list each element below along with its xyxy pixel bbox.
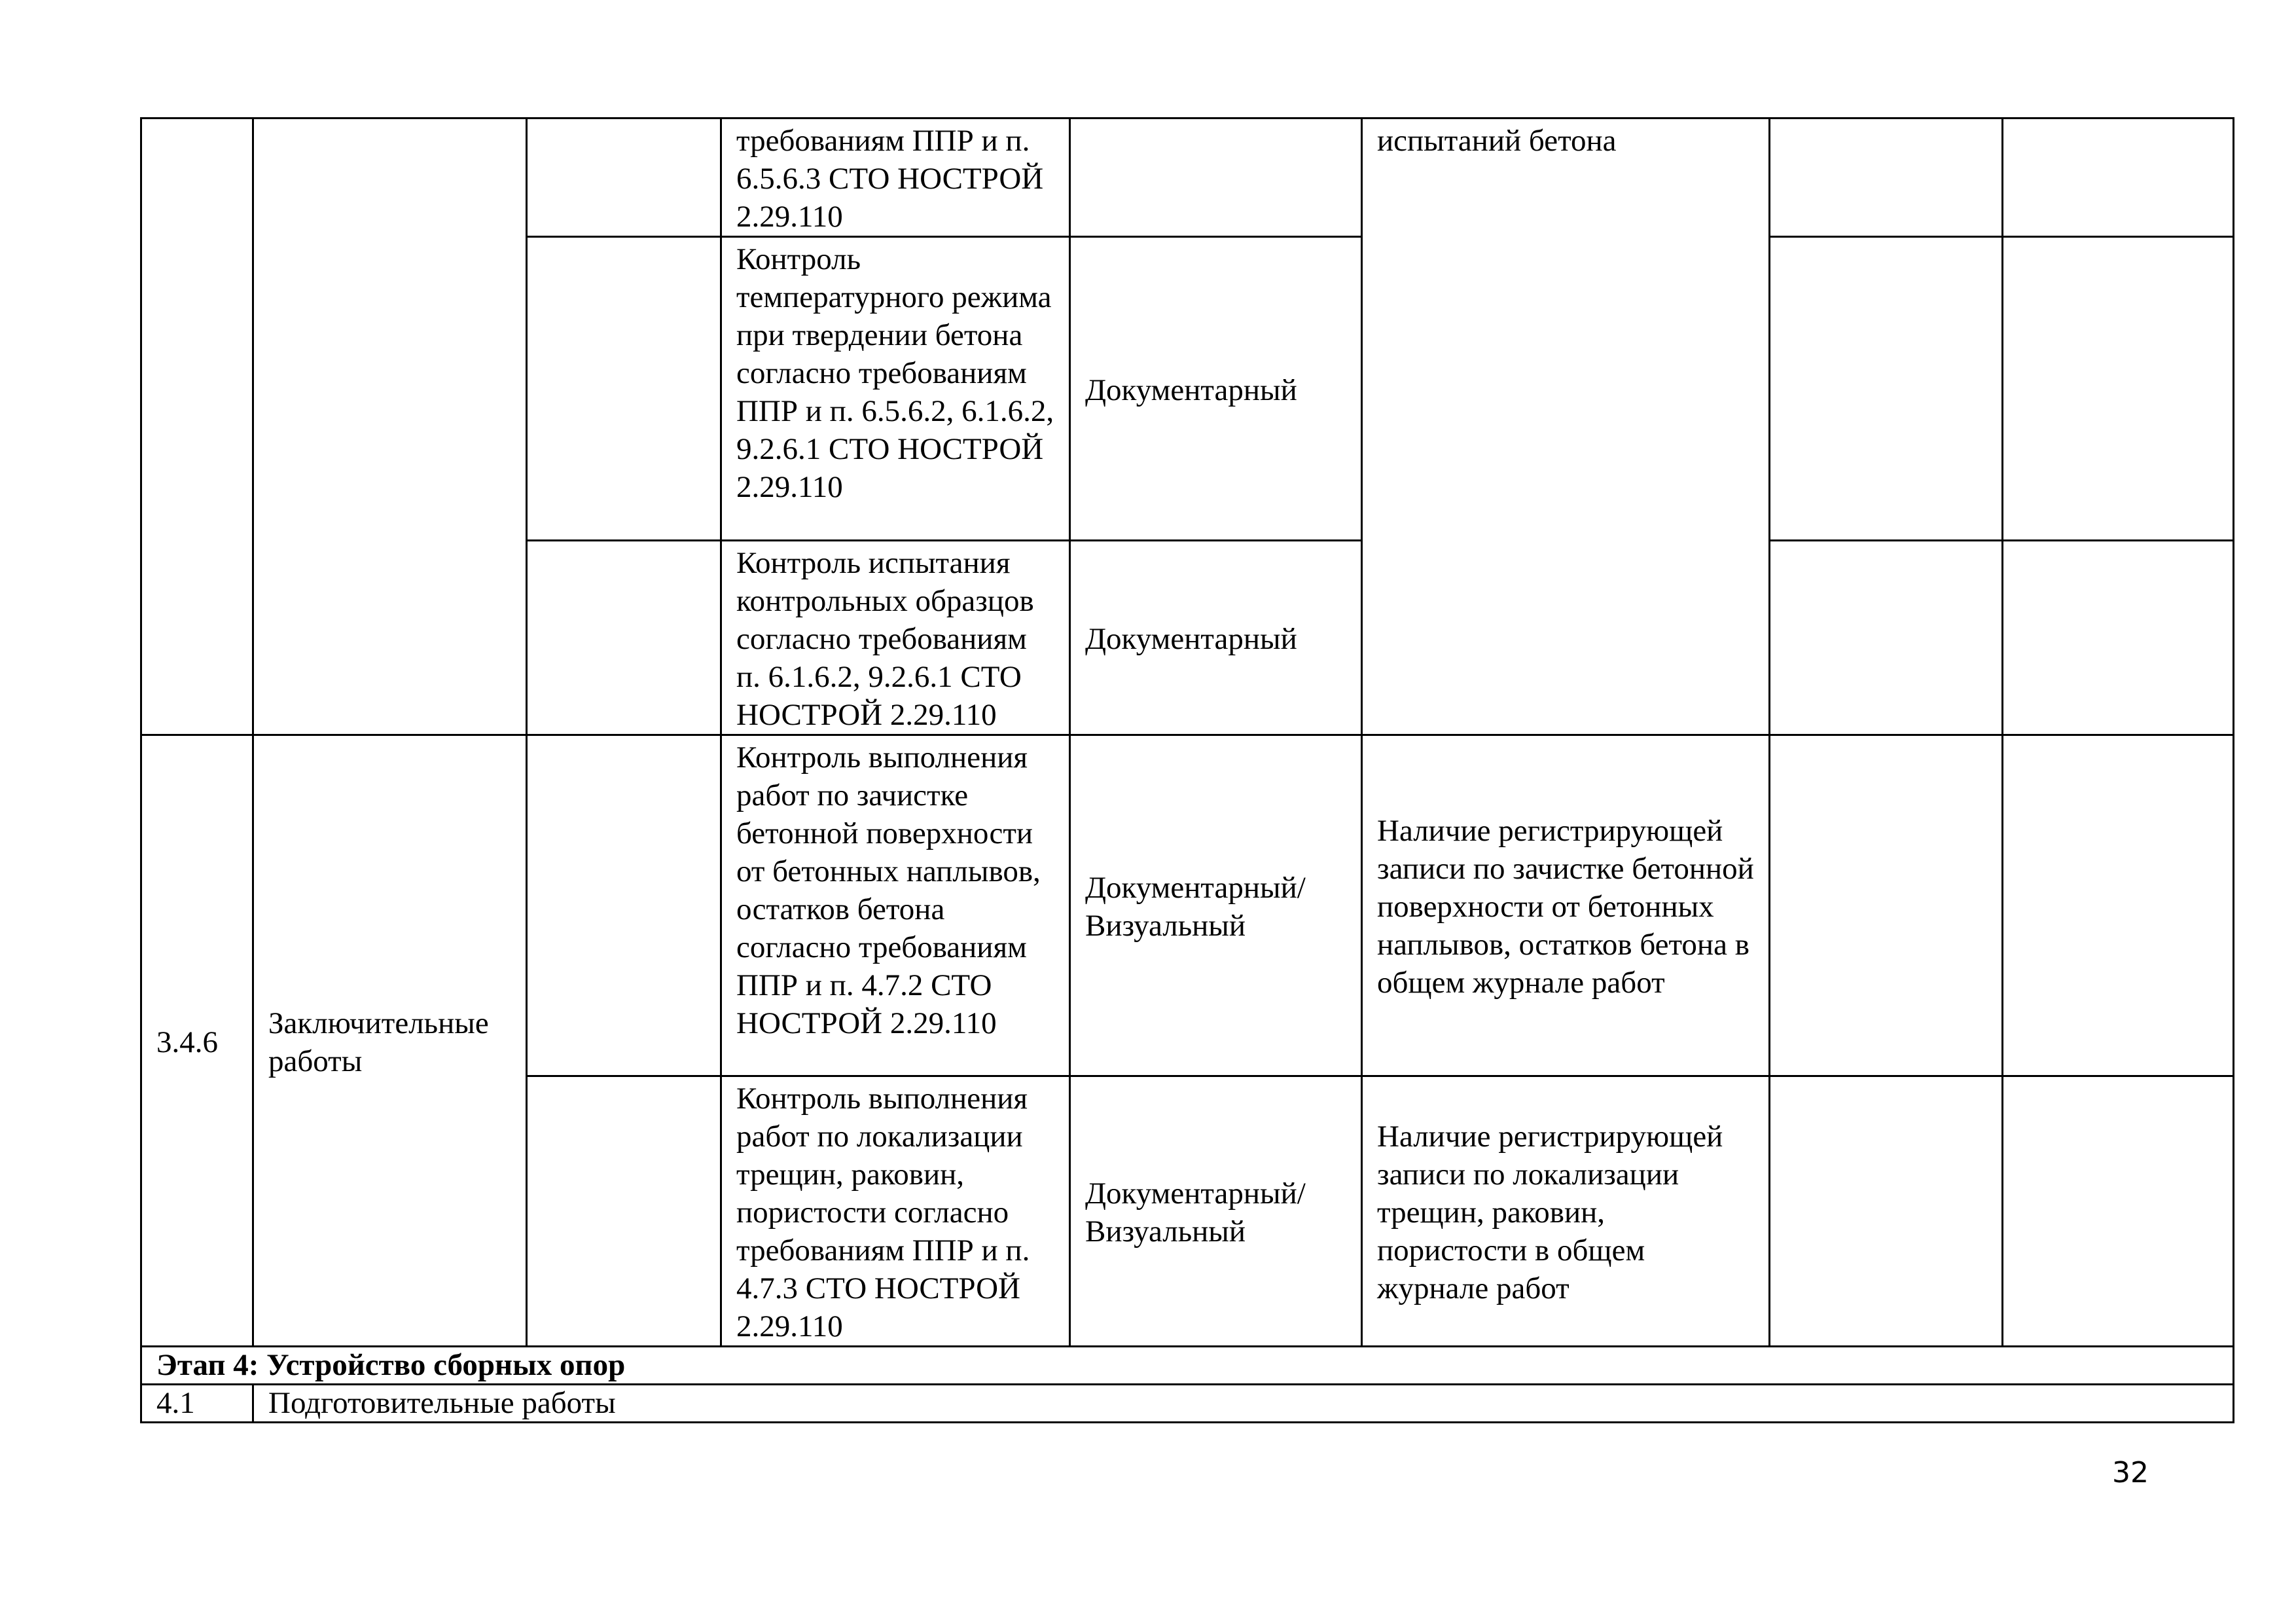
check-cell: требованиям ППР и п. 6.5.6.3 СТО НОСТРОЙ 2.29.110	[721, 119, 1070, 237]
method-cell	[1070, 119, 1362, 237]
page-number: 32	[2112, 1456, 2149, 1489]
work-cell	[253, 119, 527, 735]
work-cell: Подготовительные работы	[253, 1385, 2234, 1423]
empty-cell	[1770, 119, 2003, 237]
check-cell: Контроль испытания контрольных образцов согласно требованиям п. 6.1.6.2, 9.2.6.1 СТО НОСТРОЙ 2.29.110	[721, 541, 1070, 735]
number-cell: 4.1	[141, 1385, 253, 1423]
check-cell: Контроль выполнения работ по локализации трещин, раковин, пористости согласно требованиям ППР и п. 4.7.3 СТО НОСТРОЙ 2.29.110	[721, 1076, 1070, 1347]
empty-cell	[1770, 735, 2003, 1076]
empty-cell	[1770, 1076, 2003, 1347]
empty-cell	[2003, 1076, 2234, 1347]
method-cell: Документарный	[1070, 237, 1362, 541]
table-row	[141, 119, 2234, 237]
work-cell: Заключительные работы	[253, 735, 527, 1347]
inspection-table	[140, 117, 2234, 1423]
empty-cell	[1770, 541, 2003, 735]
method-cell: Документарный	[1070, 541, 1362, 735]
empty-cell	[527, 119, 721, 237]
stage-row	[141, 1347, 2234, 1385]
check-cell: Контроль выполнения работ по зачистке бетонной поверхности от бетонных наплывов, остатков бетона согласно требованиям ППР и п. 4.7.2 СТО НОСТРОЙ 2.29.110	[721, 735, 1070, 1076]
result-cell: Наличие регистрирующей записи по зачистке бетонной поверхности от бетонных наплывов, остатков бетона в общем журнале работ	[1362, 735, 1770, 1076]
check-cell: Контроль температурного режима при твердении бетона согласно требованиям ППР и п. 6.5.6.2, 6.1.6.2, 9.2.6.1 СТО НОСТРОЙ 2.29.110	[721, 237, 1070, 541]
result-cell: Наличие регистрирующей записи по локализации трещин, раковин, пористости в общем журнале работ	[1362, 1076, 1770, 1347]
number-cell: 3.4.6	[141, 735, 253, 1347]
empty-cell	[2003, 735, 2234, 1076]
empty-cell	[527, 735, 721, 1076]
empty-cell	[527, 1076, 721, 1347]
table-row	[141, 1385, 2234, 1423]
method-cell: Документарный/ Визуальный	[1070, 1076, 1362, 1347]
number-cell	[141, 119, 253, 735]
method-cell: Документарный/ Визуальный	[1070, 735, 1362, 1076]
table-row	[141, 735, 2234, 1076]
empty-cell	[2003, 237, 2234, 541]
empty-cell	[2003, 541, 2234, 735]
empty-cell	[527, 237, 721, 541]
empty-cell	[1770, 237, 2003, 541]
stage-title: Этап 4: Устройство сборных опор	[141, 1347, 2234, 1385]
empty-cell	[527, 541, 721, 735]
empty-cell	[2003, 119, 2234, 237]
result-cell: испытаний бетона	[1362, 119, 1770, 735]
